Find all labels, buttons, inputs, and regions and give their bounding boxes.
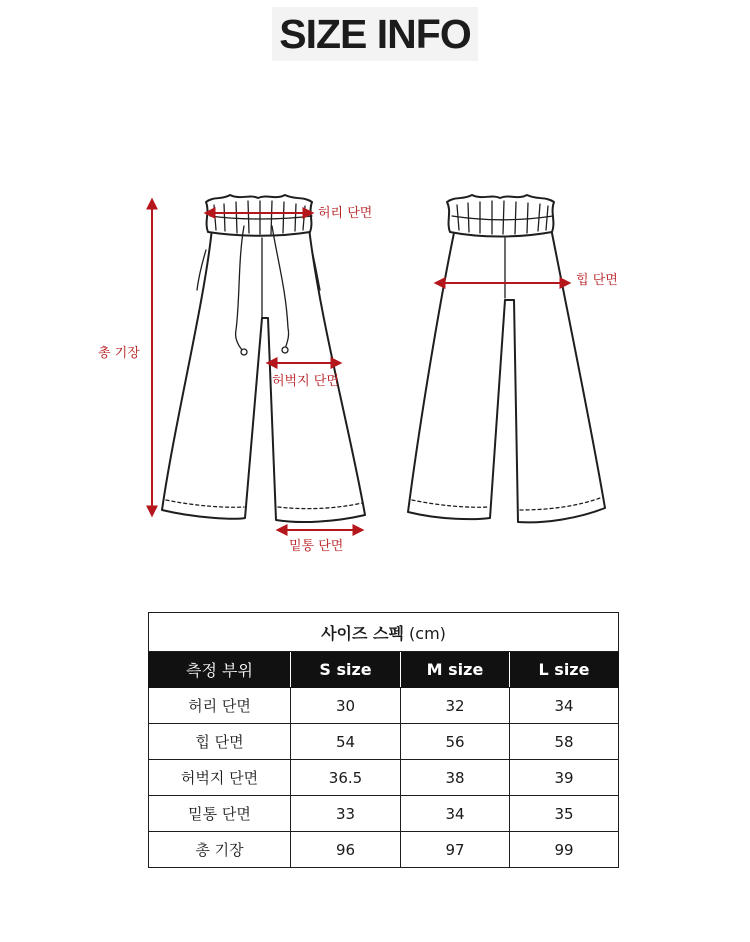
row-part: 허리 단면 [149,688,291,724]
cell-l: 39 [510,760,619,796]
row-part: 밑통 단면 [149,796,291,832]
header-s-size: S size [291,652,401,688]
cell-m: 38 [401,760,510,796]
cell-s: 33 [291,796,401,832]
waist-label: 허리 단면 [318,206,373,221]
cell-m: 56 [401,724,510,760]
front-pants-drawing [162,195,365,522]
size-spec-table [148,612,619,868]
cell-l: 58 [510,724,619,760]
table-header-row [149,652,619,688]
row-part: 허벅지 단면 [149,760,291,796]
cell-m: 34 [401,796,510,832]
cell-s: 54 [291,724,401,760]
row-part: 힙 단면 [149,724,291,760]
page-title: SIZE INFO [279,11,471,57]
table-row [149,796,619,832]
table-row [149,760,619,796]
cell-s: 36.5 [291,760,401,796]
cell-m: 32 [401,688,510,724]
row-part: 총 기장 [149,832,291,868]
cell-l: 34 [510,688,619,724]
hem-label: 밑통 단면 [289,539,344,554]
table-caption-unit: (cm) [409,623,446,643]
header-part: 측정 부위 [149,652,291,688]
cell-s: 96 [291,832,401,868]
table-caption [149,613,619,652]
cell-l: 99 [510,832,619,868]
header-l-size: L size [510,652,619,688]
hip-label: 힙 단면 [576,273,618,288]
thigh-label: 허벅지 단면 [272,374,339,389]
table-row [149,832,619,868]
cell-s: 30 [291,688,401,724]
table-caption-title: 사이즈 스펙 [321,623,404,643]
cell-l: 35 [510,796,619,832]
header-m-size: M size [401,652,510,688]
back-pants-drawing [408,195,605,522]
total-length-label: 총 기장 [98,346,140,361]
table-row [149,688,619,724]
table-row [149,724,619,760]
cell-m: 97 [401,832,510,868]
